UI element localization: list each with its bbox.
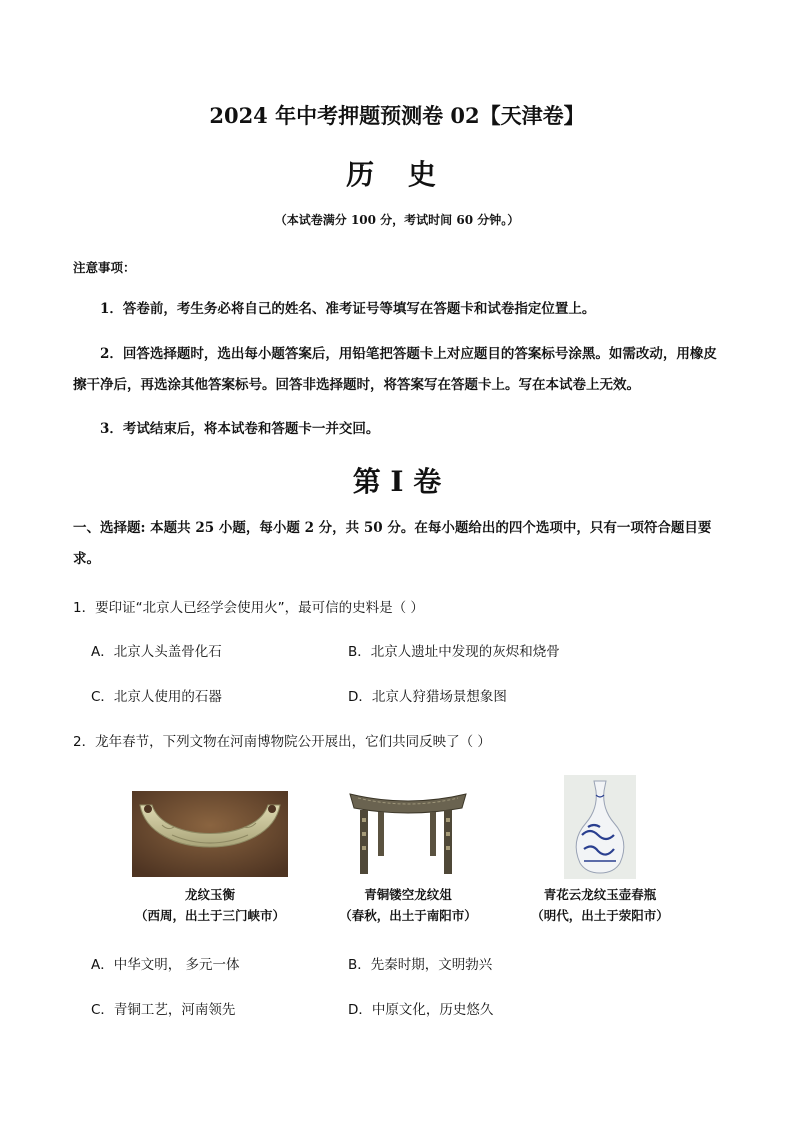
- artifact-3-caption: [500, 884, 700, 926]
- artifact-3-name: 青花云龙纹玉壶春瓶: [543, 887, 657, 902]
- question-1-option-b: B．北京人遗址中发现的灰烬和烧骨: [348, 644, 560, 660]
- notice-item-2: 2．回答选择题时，选出每小题答案后，用铅笔把答题卡上对应题目的答案标号涂黑。如需改动，用橡皮擦干净后，再选涂其他答案标号。回答非选择题时，将答案写在答题卡上。写在本试卷上无效。: [73, 346, 717, 393]
- section-instruction: 一、选择题: 本题共 25 小题，每小题 2 分，共 50 分。在每小题给出的四个选项中，只有一项符合题目要求。: [73, 520, 712, 567]
- artifact-3-detail: （明代，出土于荥阳市）: [531, 908, 669, 923]
- notice-item-1: 1．答卷前，考生务必将自己的姓名、准考证号等填写在答题卡和试卷指定位置上。: [100, 301, 596, 317]
- artifact-1-name: 龙纹玉衡: [184, 887, 235, 902]
- bronze-zu-image: [348, 788, 468, 880]
- notice-heading: 注意事项：: [73, 260, 136, 275]
- artifact-2-caption: [308, 884, 508, 926]
- question-1-option-d: D．北京人狩猎场景想象图: [348, 689, 507, 705]
- subject-title: 历 史: [346, 158, 448, 191]
- question-1-stem: 1．要印证“北京人已经学会使用火”，最可信的史料是（ ）: [73, 600, 424, 616]
- question-1-option-c: C．北京人使用的石器: [91, 689, 222, 705]
- artifact-1-caption: [110, 884, 310, 926]
- question-1-option-a: A．北京人头盖骨化石: [91, 644, 222, 660]
- section-title: 第 I 卷: [352, 465, 442, 498]
- question-2-option-a: A．中华文明， 多元一体: [91, 957, 240, 973]
- question-2-option-b: B．先秦时期，文明勃兴: [348, 957, 493, 973]
- artifact-1-detail: （西周，出土于三门峡市）: [134, 908, 285, 923]
- exam-title: 2024 年中考押题预测卷 02【天津卷】: [209, 103, 585, 128]
- artifact-2-name: 青铜镂空龙纹俎: [364, 887, 452, 902]
- question-2-option-c: C．青铜工艺，河南领先: [91, 1002, 236, 1018]
- jade-pendant-image: [132, 791, 288, 877]
- porcelain-vase-image: [564, 775, 636, 879]
- artifact-2-detail: （春秋，出土于南阳市）: [339, 908, 477, 923]
- question-2-option-d: D．中原文化，历史悠久: [348, 1002, 494, 1018]
- exam-info: （本试卷满分 100 分，考试时间 60 分钟。）: [274, 213, 520, 227]
- notice-item-3: 3．考试结束后，将本试卷和答题卡一并交回。: [100, 421, 380, 437]
- question-2-stem: 2．龙年春节，下列文物在河南博物院公开展出，它们共同反映了（ ）: [73, 734, 491, 750]
